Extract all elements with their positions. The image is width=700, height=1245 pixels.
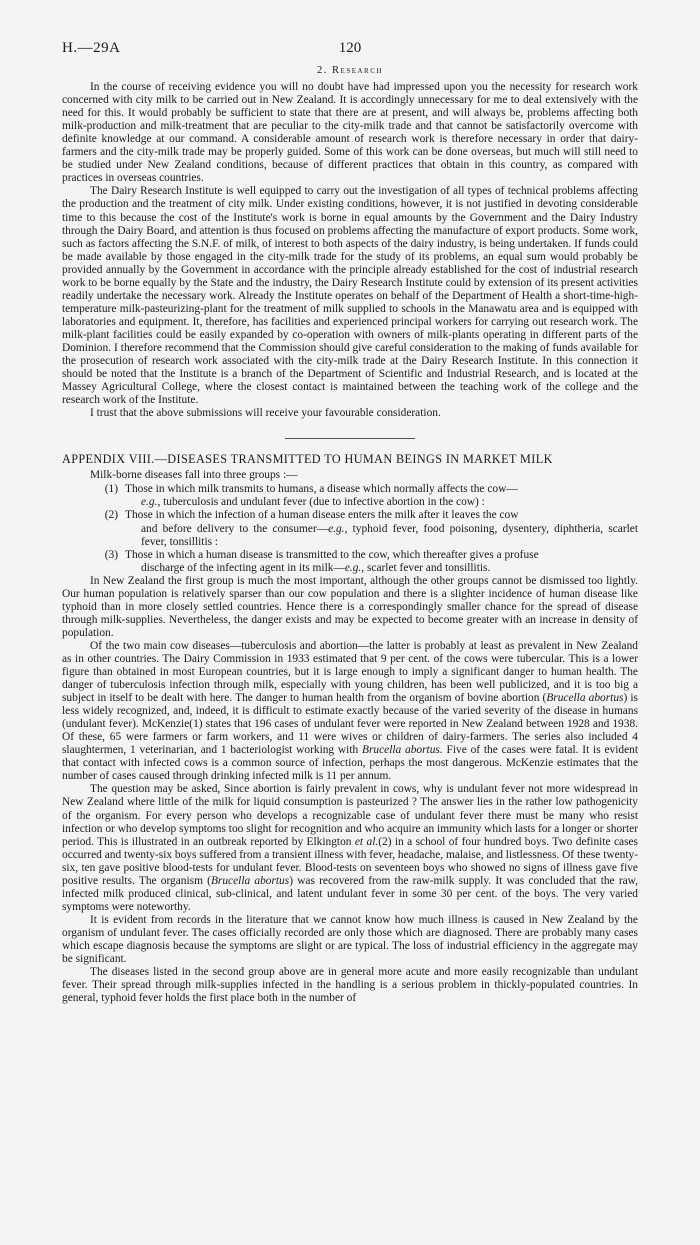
section-divider xyxy=(285,438,415,439)
research-paragraph: I trust that the above submissions will receive your favourable consideration. xyxy=(90,407,441,420)
appendix-paragraph: In New Zealand the first group is much the most important, although the other groups cannot be dismissed too lightly. Our human population is relatively sparser than our cow population and there is a slighter incidence of human disease like typhoid than in more closely settled countries. Hence there is a correspondingly smaller chance for the spread of disease through milk-supplies. Nevertheless, the danger exists and may be expected to become greater with an increase in density of population. xyxy=(62,574,638,639)
organism-name: Brucella abortus xyxy=(210,874,290,887)
group-example-marker: e.g., xyxy=(141,496,161,509)
paragraph-text: Of the two main cow diseases—tuberculosis and abortion—the latter is probably at least as prevalent in New Zealand as in other countries. The Dairy Commission in 1933 estimated that 9 per cent. of the cows were tubercular. This is a lower figure than obtained in most European countries, but it is large enough to imply a significant danger to human health. The danger of tuberculosis infection through milk, especially with young children, has been well publicized, and it is too big a subject in itself to be dealt with here. The danger to human health from the organism of bovine abortion ( xyxy=(62,639,638,705)
paragraph-text: (2) in a school of four hundred boys. Two definite cases occurred and twenty-six boys suffered from a transient illness with fever, headache, malaise, and listlessness. Of these twenty-six, ten gave positive blood-tests for undulant fever. Blood-tests on seventeen boys who showed no signs of illness gave five positive results. The organism ( xyxy=(62,835,638,887)
group-example-marker: e.g., xyxy=(344,561,365,574)
group-text: Those in which the infection of a human disease enters the milk after it leaves the cow xyxy=(125,509,519,522)
group-text-cont: scarlet fever and tonsillitis. xyxy=(364,561,491,574)
citation-marker: et al. xyxy=(354,835,379,848)
page-header xyxy=(62,40,638,60)
section-number: 2. xyxy=(317,65,328,76)
page-number: 120 xyxy=(338,40,362,56)
group-text: Those in which a human disease is transmitted to the cow, which thereafter gives a profuse xyxy=(125,548,539,561)
research-paragraph: The Dairy Research Institute is well equipped to carry out the investigation of all types of technical problems affecting the production and the treatment of city milk. Under existing conditions, however, it is not justified in devoting considerable time to this because the cost of the Institute's work is borne in equal amounts by the Government and the Dairy Industry through the Dairy Board, and attention is thus focused on problems affecting the manufacture of export products. Some work, such as factors affecting the S.N.F. of milk, of interest to both aspects of the dairy industry, is being undertaken. If funds could be made available by those engaged in the city-milk trade for the study of its problems, an equal sum would probably be provided annually by the Government in accordance with the principle already established for the cost of industrial research work to be borne equally by the State and the industry, the Dairy Research Institute could by extension of its present activities readily undertake the necessary work. Already the Institute operates on behalf of the Department of Health a short-time-high-temperature milk-pasteurizing-plant for the treatment of milk supplied to schools in the Manawatu area and is equipped with laboratories and equipment. It, therefore, has facilities and experienced principal workers for carrying out research work. The milk-plant facilities could be easily expanded by co-operation with owners of milk-plants operating in different parts of the Dominion. I therefore recommend that the Commission should give careful consideration to the making of funds available for the prosecution of research work associated with the city-milk trade at the Dairy Research Institute. In this connection it should be noted that the Institute is a branch of the Department of Scientific and Industrial Research, and is located at the Massey Agricultural College, where the closest contact is maintained between the teaching work of the college and the research work of the Institute. xyxy=(62,185,638,407)
appendix-intro: Milk-borne diseases fall into three groups :— xyxy=(90,469,298,482)
paragraph-text: Five of the cases were fatal. It is evident that contact with infected cows is a common source of infection, perhaps the most dangerous. McKenzie estimates that the number of cases caused through drinking infected milk is 11 per annum. xyxy=(62,744,638,783)
paragraph-text: ) was recovered from the raw-milk supply. It was concluded that the raw, infected milk produced clinical, sub-clinical, and latent undulant fever in some 30 per cent. of the boys. The very varied symptoms were noteworthy. xyxy=(62,874,639,913)
appendix-title: APPENDIX VIII.—DISEASES TRANSMITTED TO HUMAN BEINGS IN MARKET MILK xyxy=(62,452,553,467)
group-number: (3) xyxy=(104,548,118,561)
group-text-pre: discharge of the infecting agent in its milk— xyxy=(141,561,345,574)
appendix-paragraph: The diseases listed in the second group above are in general more acute and more easily recognizable than undulant fever. Their spread through milk-supplies infected in the handling is a serious problem in thickly-populated countries. In general, typhoid fever holds the first place both in the number of xyxy=(62,966,638,1005)
appendix-paragraph xyxy=(62,640,638,784)
disease-group xyxy=(62,549,638,575)
group-text-cont: typhoid fever, food poisoning, dysentery, diphtheria, scarlet fever, tonsillitis : xyxy=(141,522,638,548)
disease-group xyxy=(62,509,638,548)
group-example-marker: e.g., xyxy=(328,522,348,535)
document-reference: H.—29A xyxy=(62,40,121,56)
group-number: (2) xyxy=(104,509,118,522)
group-number: (1) xyxy=(104,483,118,496)
page-body xyxy=(62,64,638,1005)
paragraph-text: The question may be asked, Since abortion is fairly prevalent in cows, why is undulant fever not more widespread in New Zealand where little of the milk for liquid consumption is pasteurized ? The answer lies in the rather low pathogenicity of the organism. For every person who develops a recognizable case of undulant fever there must be many who resist infection or who develop symptoms too slight for recognition and who acquire an immunity which lasts for a longer or shorter period. This is illustrated in an outbreak reported by Elkington xyxy=(62,783,638,848)
appendix-paragraph xyxy=(62,783,638,913)
organism-name: Brucella abortus xyxy=(546,692,624,705)
section-title-research xyxy=(62,64,638,77)
paragraph-text: ) is less widely recognized, and, indeed, it is difficult to estimate exactly because of the varied severity of the disease in humans (undulant fever). McKenzie(1) states that 196 cases of undulant fever were reported in New Zealand between 1928 and 1938. Of these, 65 were farmers or farm workers, and 11 were wives or children of dairy-farmers. The series also included 4 slaughtermen, 1 veterinarian, and 1 bacteriologist working with xyxy=(62,692,638,757)
group-text-pre: and before delivery to the consumer— xyxy=(141,522,329,535)
appendix-paragraph: It is evident from records in the literature that we cannot know how much illness is caused in New Zealand by the organism of undulant fever. The cases officially recorded are only those which are diagnosed. There are probably many cases which escape diagnosis because the symptoms are slight or are typical. The loss of industrial efficiency in the aggregate may be significant. xyxy=(62,913,638,966)
disease-group xyxy=(62,483,638,509)
organism-name: Brucella abortus. xyxy=(362,744,443,757)
section-title-word: Research xyxy=(332,65,383,76)
group-text-cont: tuberculosis and undulant fever (due to infective abortion in the cow) : xyxy=(160,496,485,509)
research-paragraph: In the course of receiving evidence you will no doubt have had impressed upon you the necessity for research work concerned with city milk to be carried out in New Zealand. It is accordingly unnecessary for me to deal extensively with the need for this. It would probably be sufficient to state that there are at present, and will always be, problems affecting both milk-production and milk-treatment that are peculiar to the city-milk trade and that cannot be satisfactorily overcome with definite knowledge at our command. A considerable amount of research work is therefore necessary in order that dairy-farmers and the city-milk trade may be properly guided. Some of this work can be done overseas, but much will still need to be studied under New Zealand conditions, because of different practices that obtain in this country, as compared with practices in overseas countries. xyxy=(62,81,638,185)
group-text: Those in which milk transmits to humans, a disease which normally affects the cow— xyxy=(125,483,518,496)
